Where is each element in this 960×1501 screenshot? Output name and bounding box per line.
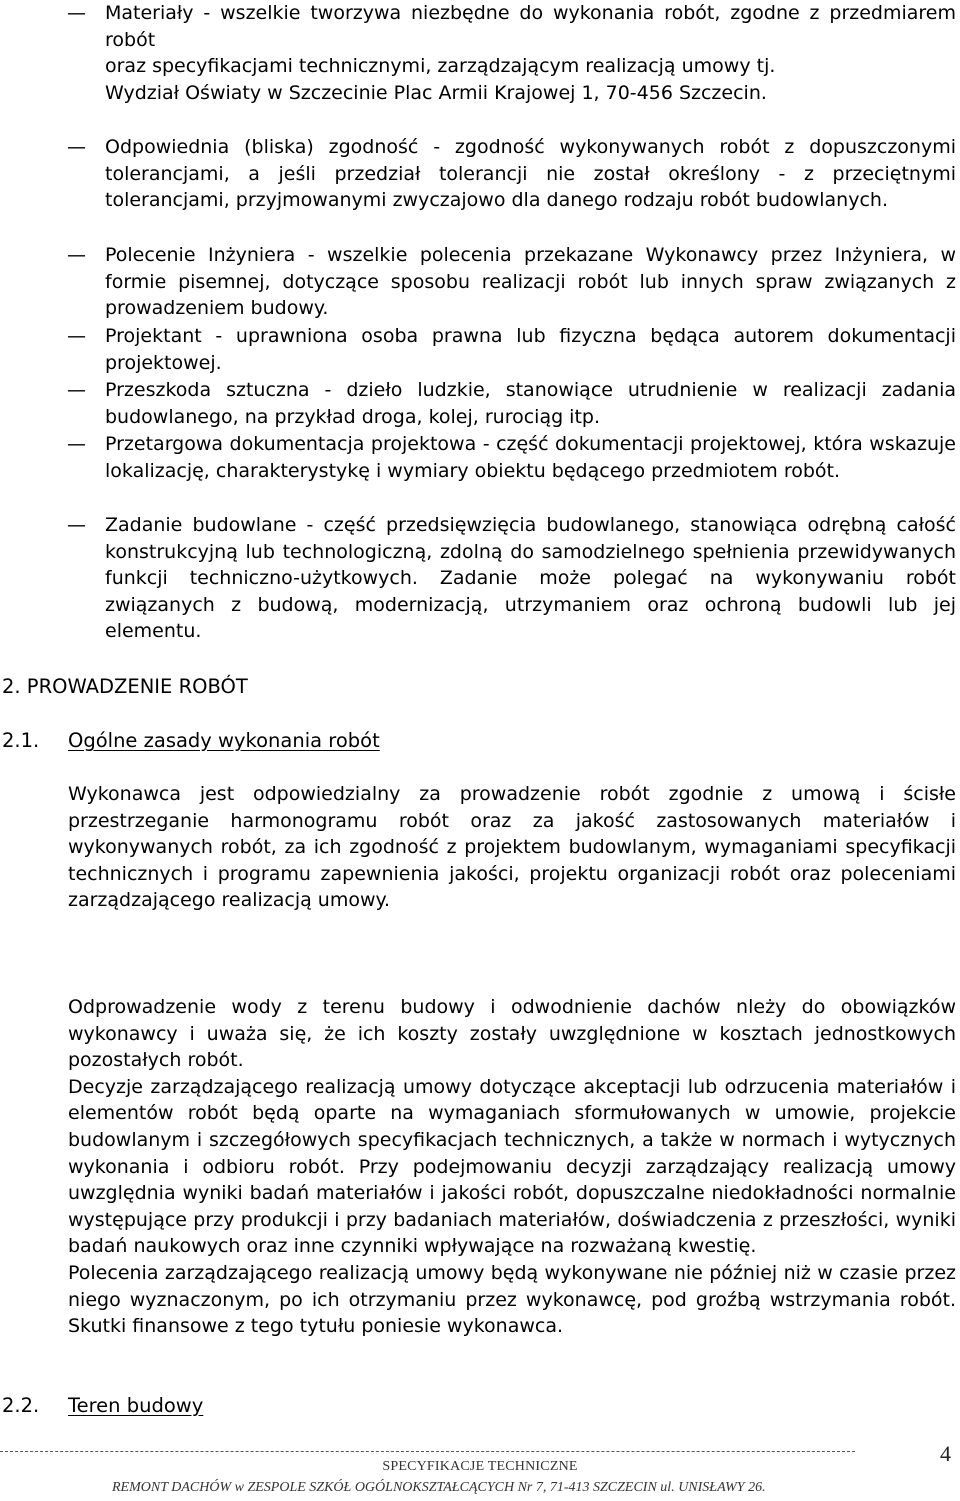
dash-marker: — [67,136,86,158]
footer-title: SPECYFIKACJE TECHNICZNE [382,1459,578,1474]
page-number: 4 [940,1441,951,1466]
dash-marker: — [67,325,86,347]
definition-odpowiednia-zgodnosc [0,134,960,214]
subsection-number: 2.1. [2,729,40,752]
definition-text: Wydział Oświaty w Szczecinie Plac Armii Krajowej 1, 70-456 Szczecin. [105,81,767,104]
paragraph-text: Wykonawca jest odpowiedzialny za prowadzenie robót zgodnie z umową i ścisłe przestrzeganie harmonogramu robót oraz za jakość zastosowanych materiałów i wykonywanych robót, za ich zgodność z projektem budowlanym, wymaganiami specyfikacji technicznych i programu zapewnienia jakości, projektu organizacji robót oraz poleceniami zarządzającego realizacją umowy. [68,783,956,912]
definition-text: oraz specyfikacjami technicznymi, zarządzającym realizacją umowy tj. [105,55,776,78]
dash-marker: — [67,433,86,455]
dash-marker: — [67,244,86,266]
definition-text: Polecenie Inżyniera - wszelkie polecenia przekazane Wykonawcy przez Inżyniera, w formie pisemnej, dotyczące sposobu realizacji robót lub innych spraw związanych z prowadzeniem budowy. [105,244,956,320]
definition-text: Przeszkoda sztuczna - dzieło ludzkie, stanowiące utrudnienie w realizacji zadania budowlanego, na przykład droga, kolej, rurociąg itp. [105,379,956,428]
dash-marker: — [67,2,86,24]
definition-projektant [0,323,960,376]
section-heading: 2. PROWADZENIE ROBÓT [2,675,248,698]
subsection-title: Teren budowy [68,1394,204,1417]
paragraph-general-rules [68,781,956,914]
definition-text: Zadanie budowlane - część przedsięwzięcia budowlanego, stanowiąca odrębną całość konstrukcyjną lub technologiczną, zdolną do samodzielnego spełnienia przewidywanych funkcji techniczno-użytkowych. Zadanie może polegać na wykonywaniu robót związanych z budową, modernizacją, utrzymaniem oraz ochroną budowli lub jej elementu. [105,514,956,643]
definition-przeszkoda-sztuczna [0,377,960,430]
subsection-number: 2.2. [2,1394,40,1417]
definition-text: Odpowiednia (bliska) zgodność - zgodność wykonywanych robót z dopuszczonymi tolerancjami, a jeśli przedział tolerancji nie został określony - z przeciętnymi tolerancjami, przyjmowanymi zwyczajowo dla danego rodzaju robót budowlanych. [105,136,956,212]
dash-marker: — [67,514,86,536]
definition-zadanie-budowlane [0,512,960,645]
footer-subtitle: REMONT DACHÓW w ZESPOLE SZKÓŁ OGÓLNOKSZTAŁCĄCYCH Nr 7, 71-413 SZCZECIN ul. UNISŁAWY 26. [112,1480,766,1495]
dash-marker: — [67,379,86,401]
paragraph-text: Odprowadzenie wody z terenu budowy i odwodnienie dachów nleży do obowiązków wykonawcy i uważa się, że ich koszty zostały uwzględnione w kosztach jednostkowych pozostałych robót. [68,996,956,1072]
subsection-title: Ogólne zasady wykonania robót [68,729,380,752]
paragraph-text: Polecenia zarządzającego realizacją umowy będą wykonywane nie później niż w czasie przez niego wyznaczonym, po ich otrzymaniu przez wykonawcę, pod groźbą wstrzymania robót. Skutki finansowe z tego tytułu poniesie wykonawca. [68,1261,956,1338]
paragraph-block [68,994,956,1340]
definition-text: Projektant - uprawniona osoba prawna lub fizyczna będąca autorem dokumentacji projektowej. [105,325,956,374]
definition-materialy [0,0,960,106]
definition-text: Materiały - wszelkie tworzywa niezbędne do wykonania robót, zgodne z przedmiarem robót [105,2,956,51]
footer-divider [0,1451,855,1452]
definition-przetargowa-dokumentacja [0,431,960,484]
paragraph-text: Decyzje zarządzającego realizacją umowy dotyczące akceptacji lub odrzucenia materiałów i elementów robót będą oparte na wymaganiach sformułowanych w umowie, projekcie budowlanym i szczegółowych specyfikacjach technicznych, a także w normach i wytycznych wykonania i odbioru robót. Przy podejmowaniu decyzji zarządzający realizacją umowy uwzględnia wyniki badań materiałów i jakości robót, dopuszczalne niedokładności normalnie występujące przy produkcji i przy badaniach materiałów, doświadczenia z przeszłości, wyniki badań naukowych oraz inne czynniki wpływające na rozważaną kwestię. [68,1075,956,1258]
definition-text: Przetargowa dokumentacja projektowa - część dokumentacji projektowej, która wskazuje lokalizację, charakterystykę i wymiary obiektu będącego przedmiotem robót. [105,433,956,482]
definition-polecenie-inzyniera [0,242,960,322]
